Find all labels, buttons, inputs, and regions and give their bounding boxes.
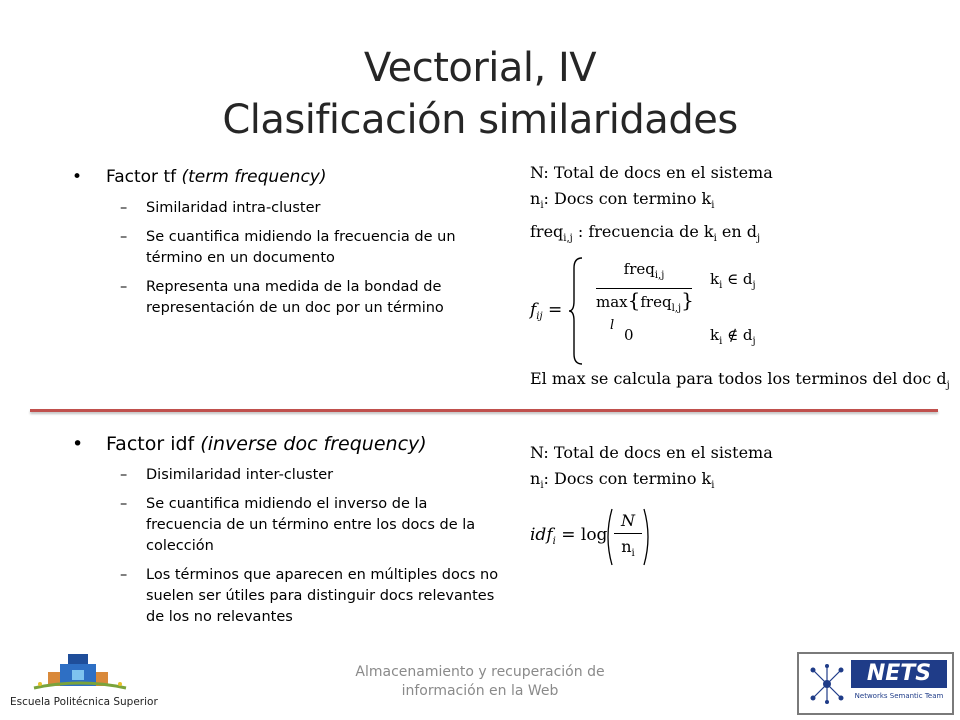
network-nodes-icon [807, 662, 847, 706]
dash-icon: – [120, 467, 128, 483]
section-divider [30, 409, 938, 412]
tf-formula-block [530, 160, 955, 399]
dash-icon: – [120, 229, 128, 245]
tf-item-3: – Representa una medida de la bondad de representación de un doc por un término [120, 279, 444, 316]
escuela-logo [10, 650, 158, 714]
tf-heading: • Factor tf (term frequency) [72, 167, 327, 187]
idf-section [72, 433, 502, 636]
dash-icon: – [120, 200, 128, 216]
dash-icon: – [120, 279, 128, 295]
footer-text: Almacenamiento y recuperación de información en la Web [355, 664, 605, 699]
left-brace-icon [568, 256, 584, 366]
slide-title [0, 42, 960, 146]
tf-f-label: $f_{ij}$ = [530, 300, 563, 322]
left-paren-icon [602, 507, 614, 567]
tf-item-1: – Similaridad intra-cluster [72, 198, 502, 219]
idf-def-n: $n_i$: Docs con termino $k_i$ [530, 469, 715, 491]
idf-formula: idf$_i$ = log N $n_i$ [530, 505, 950, 569]
tf-max-note: El max se calcula para todos los terminos del doc $d_j$ [530, 369, 950, 391]
dash-icon: – [120, 567, 128, 583]
idf-def-N: N: Total de docs en el sistema [530, 443, 773, 462]
right-paren-icon [642, 507, 654, 567]
idf-item-1: – Disimilaridad inter-cluster [72, 465, 502, 486]
bullet-dot-icon: • [72, 433, 84, 455]
tf-def-freq: freq$_{i,j}$ : frecuencia de $k_i$ en $d_j$ [530, 222, 761, 244]
title-line-2: Clasificación similaridades [222, 97, 738, 143]
tf-case-2: $k_i$ ∉ $d_j$ [710, 326, 756, 347]
tf-piecewise-formula [530, 256, 955, 366]
title-line-1: Vectorial, IV [363, 45, 597, 91]
dash-icon: – [120, 496, 128, 512]
tf-item-2: – Se cuantifica midiendo la frecuencia de un término en un documento [120, 229, 456, 266]
building-logo-icon [10, 650, 150, 694]
tf-def-n: $n_i$: Docs con termino $k_i$ [530, 189, 715, 211]
idf-heading: • Factor idf (inverse doc frequency) [72, 433, 427, 455]
escuela-logo-text: Escuela Politécnica Superior [10, 696, 158, 708]
idf-fraction: N $n_i$ [614, 509, 642, 567]
nets-logo-text: NETS [851, 660, 947, 688]
idf-formula-block [530, 440, 950, 569]
tf-section [72, 166, 502, 327]
idf-item-2: – Se cuantifica midiendo el inverso de la frecuencia de un término entre los docs de la colección [120, 496, 476, 554]
tf-fraction: freq$_{i,j}$ max{freq$_{l,j}$} l [596, 260, 694, 333]
tf-def-N: N: Total de docs en el sistema [530, 163, 773, 182]
tf-zero: 0 [624, 326, 634, 344]
nets-logo [797, 652, 954, 715]
idf-item-3: – Los términos que aparecen en múltiples docs no suelen ser útiles para distinguir docs relevantes de los no relevantes [120, 567, 499, 625]
tf-case-1: $k_i$ ∈ $d_j$ [710, 270, 756, 291]
bullet-dot-icon: • [72, 167, 83, 187]
nets-logo-subtext: Networks Semantic Team [854, 692, 944, 700]
